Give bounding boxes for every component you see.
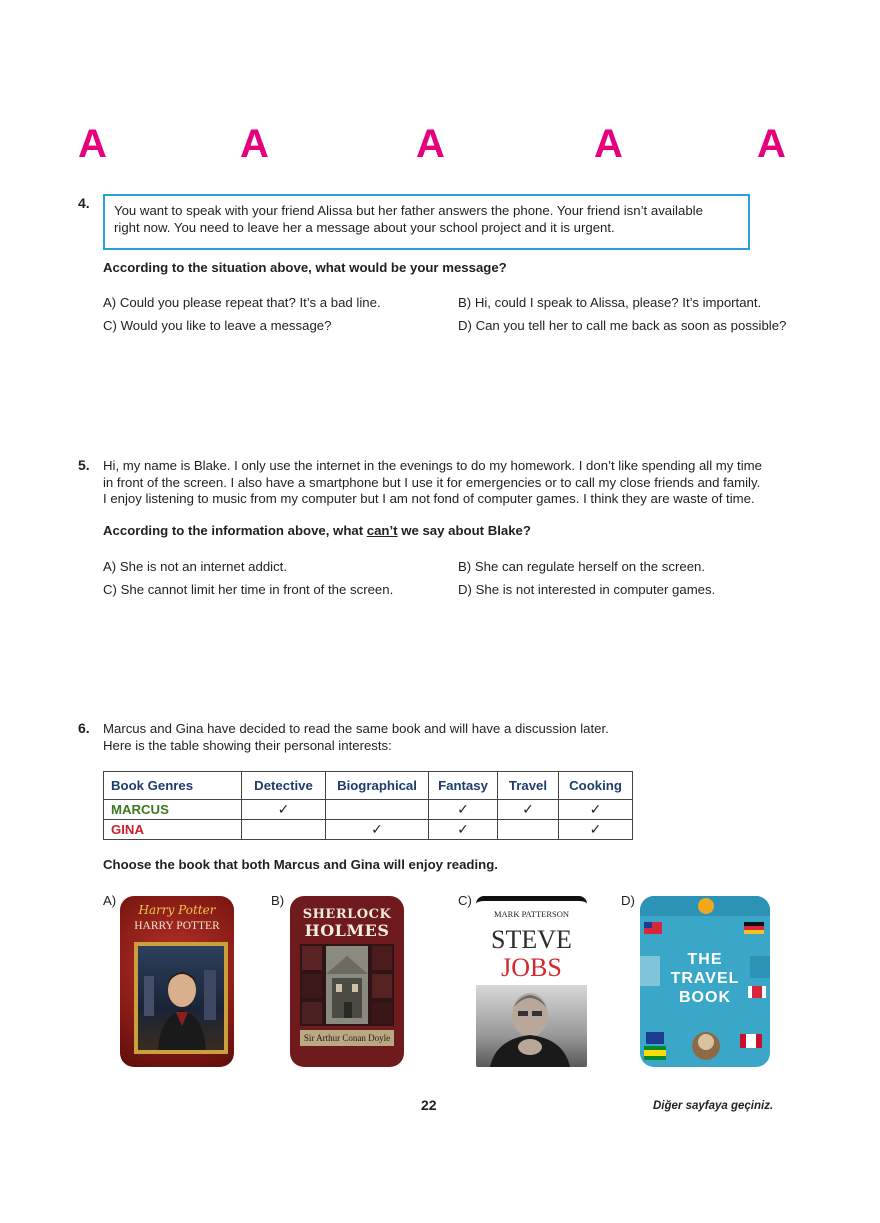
- header-letter-a: A: [78, 122, 107, 166]
- q6-option-d-label[interactable]: D): [621, 893, 635, 908]
- header-letter-a: A: [594, 122, 623, 166]
- table-header-cell: Biographical: [326, 772, 429, 800]
- question-4-number: 4.: [78, 195, 90, 211]
- steve-jobs-portrait: [476, 985, 587, 1067]
- q5-passage-line: I enjoy listening to music from my computer but I am not fond of computer games. I think they are waste of time.: [103, 491, 755, 506]
- table-cell: ✓: [242, 800, 326, 820]
- table-cell: ✓: [429, 820, 498, 840]
- sherlock-title-line2: HOLMES: [304, 921, 390, 940]
- travel-book-title: [640, 950, 770, 1007]
- harry-potter-title: HARRY POTTER: [134, 920, 220, 932]
- table-cell: [326, 800, 429, 820]
- wizard-figure-icon: [138, 946, 224, 1050]
- sherlock-title-line1: SHERLOCK: [302, 907, 392, 922]
- q6-intro-line: Marcus and Gina have decided to read the same book and will have a discussion later.: [103, 721, 609, 736]
- q6-intro-line: Here is the table showing their personal interests:: [103, 737, 392, 753]
- next-page-note: Diğer sayfaya geçiniz.: [653, 1100, 774, 1112]
- page-number: 22: [421, 1097, 437, 1113]
- q6-intro: [103, 721, 609, 754]
- q4-option-b[interactable]: B) Hi, could I speak to Alissa, please? It’s important.: [458, 295, 762, 310]
- q6-option-a-label[interactable]: A): [103, 893, 117, 908]
- interests-table: [103, 771, 633, 840]
- table-row: [104, 800, 633, 820]
- header-letter-a: A: [757, 122, 786, 166]
- book-cover-harry-potter[interactable]: [120, 896, 234, 1067]
- harry-potter-portrait: [134, 942, 228, 1054]
- book-cover-travel-book[interactable]: [640, 896, 770, 1067]
- table-cell: ✓: [498, 800, 559, 820]
- q6-option-b-label[interactable]: B): [271, 893, 285, 908]
- q6-prompt: Choose the book that both Marcus and Gina will enjoy reading.: [103, 857, 498, 872]
- q5-prompt-text: According to the information above, what: [103, 523, 367, 538]
- q5-passage: [103, 458, 803, 508]
- q4-option-a[interactable]: A) Could you please repeat that? It’s a bad line.: [103, 295, 381, 310]
- q5-passage-line: in front of the screen. I also have a smartphone but I use it for emergencies or to call my close friends and family.: [103, 474, 761, 490]
- q5-prompt-text: we say about Blake?: [397, 523, 531, 538]
- steve-jobs-author: MARK PATTERSON: [493, 909, 570, 919]
- header-letter-a: A: [416, 122, 445, 166]
- travel-title-line: TRAVEL: [670, 970, 740, 987]
- sherlock-collage: [300, 944, 394, 1026]
- table-cell: [242, 820, 326, 840]
- q5-option-d[interactable]: D) She is not interested in computer games.: [458, 582, 716, 597]
- table-header-cell: Fantasy: [429, 772, 498, 800]
- steve-jobs-title-line1: STEVE: [491, 925, 572, 954]
- header-letter-a: A: [240, 122, 269, 166]
- table-cell: ✓: [559, 800, 633, 820]
- table-header-cell: Detective: [242, 772, 326, 800]
- table-header-cell: Book Genres: [104, 772, 242, 800]
- table-header-cell: Travel: [498, 772, 559, 800]
- q5-option-c[interactable]: C) She cannot limit her time in front of the screen.: [103, 582, 394, 597]
- q4-scenario-box: [103, 194, 750, 250]
- sherlock-author: Sir Arthur Conan Doyle: [300, 1030, 394, 1046]
- harry-potter-logo: Harry Potter: [138, 903, 216, 917]
- travel-title-line: THE: [687, 951, 723, 968]
- q5-prompt-emphasis: can’t: [366, 523, 398, 538]
- table-cell: ✓: [326, 820, 429, 840]
- row-label-marcus: MARCUS: [104, 800, 242, 820]
- table-row: [104, 820, 633, 840]
- portrait-figure-icon: [476, 985, 587, 1067]
- steve-jobs-title-line2: JOBS: [501, 953, 562, 982]
- q4-option-d[interactable]: D) Can you tell her to call me back as soon as possible?: [458, 318, 787, 333]
- q4-prompt: According to the situation above, what would be your message?: [103, 260, 507, 275]
- table-cell: ✓: [559, 820, 633, 840]
- book-cover-steve-jobs[interactable]: [476, 896, 587, 1072]
- q4-option-c[interactable]: C) Would you like to leave a message?: [103, 318, 332, 333]
- q6-option-c-label[interactable]: C): [458, 893, 472, 908]
- q5-option-b[interactable]: B) She can regulate herself on the screen.: [458, 559, 706, 574]
- table-cell: ✓: [429, 800, 498, 820]
- book-cover-sherlock-holmes[interactable]: [290, 896, 404, 1067]
- row-label-gina: GINA: [104, 820, 242, 840]
- q5-prompt: [103, 523, 531, 538]
- table-header-cell: Cooking: [559, 772, 633, 800]
- mansion-illustration-icon: [300, 944, 394, 1026]
- table-cell: [498, 820, 559, 840]
- q5-passage-line: Hi, my name is Blake. I only use the internet in the evenings to do my homework. I don’t like spending all my time: [103, 458, 762, 473]
- q5-option-a[interactable]: A) She is not an internet addict.: [103, 559, 288, 574]
- travel-title-line: BOOK: [679, 989, 731, 1006]
- q4-scenario-line: right now. You need to leave her a message about your school project and it is urgent.: [114, 219, 615, 235]
- question-6-number: 6.: [78, 720, 90, 736]
- q4-scenario-line: You want to speak with your friend Alissa but her father answers the phone. Your friend isn’t available: [114, 203, 703, 218]
- table-header-row: [104, 772, 633, 800]
- question-5-number: 5.: [78, 457, 90, 473]
